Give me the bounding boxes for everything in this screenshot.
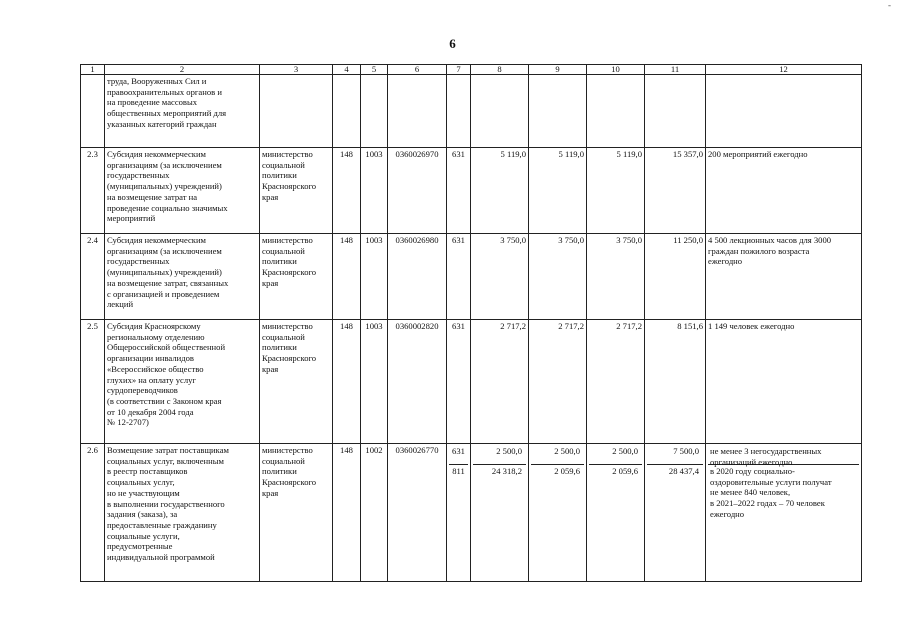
- header-cell: 4: [333, 65, 361, 75]
- header-cell: 6: [388, 65, 447, 75]
- corner-mark: -: [888, 0, 891, 10]
- item-number: [81, 75, 105, 148]
- amount-year1: 3 750,0: [471, 234, 529, 320]
- amount-year1: [471, 75, 529, 148]
- expected-result: [706, 75, 862, 148]
- section-code: [361, 75, 388, 148]
- expense-type: 631: [447, 320, 471, 444]
- expense-type: [447, 75, 471, 148]
- item-ministry: министерство социальной политики Красноярского края: [260, 234, 333, 320]
- section-code: 1003: [361, 148, 388, 234]
- header-cell: 7: [447, 65, 471, 75]
- header-cell: 9: [529, 65, 587, 75]
- target-code: 0360026770: [388, 444, 447, 582]
- amount-year3: 2 500,0: [589, 445, 642, 465]
- header-row: [81, 65, 862, 75]
- section-code: 1002: [361, 444, 388, 582]
- target-code: [388, 75, 447, 148]
- grbs-code: [333, 75, 361, 148]
- item-name: Субсидия некоммерческим организациям (за исключением государственных (муниципальных) учреждений) на возмещение затрат, связанных с организацией и проведением лекций: [105, 234, 260, 320]
- amount-year2: 5 119,0: [529, 148, 587, 234]
- header-cell: 8: [471, 65, 529, 75]
- amount-year3-cell: [587, 444, 645, 582]
- expected-result: 1 149 человек ежегодно: [706, 320, 862, 444]
- amount-total: [645, 75, 706, 148]
- amount-year1: 24 318,2: [491, 466, 522, 476]
- expected-result: 4 500 лекционных часов для 3000 граждан пожилого возраста ежегодно: [706, 234, 862, 320]
- item-ministry: [260, 75, 333, 148]
- item-name: труда, Вооруженных Сил и правоохранительных органов и на проведение массовых общественных мероприятий для указанных категорий граждан: [105, 75, 260, 148]
- header-cell: 1: [81, 65, 105, 75]
- table-row: [81, 234, 862, 320]
- item-ministry: министерство социальной политики Красноярского края: [260, 148, 333, 234]
- grbs-code: 148: [333, 320, 361, 444]
- target-code: 0360026980: [388, 234, 447, 320]
- header-cell: 3: [260, 65, 333, 75]
- table-row: [81, 75, 862, 148]
- target-code: 0360002820: [388, 320, 447, 444]
- amount-total: 11 250,0: [645, 234, 706, 320]
- item-number: 2.5: [81, 320, 105, 444]
- grbs-code: 148: [333, 444, 361, 582]
- item-ministry: министерство социальной политики Красноярского края: [260, 444, 333, 582]
- table-row: [81, 148, 862, 234]
- amount-total: 28 437,4: [668, 466, 699, 476]
- amount-total: 7 500,0: [647, 445, 703, 465]
- amount-year2-cell: [529, 444, 587, 582]
- expense-type: 631: [447, 234, 471, 320]
- amount-year2: 2 059,6: [554, 466, 580, 476]
- section-code: 1003: [361, 320, 388, 444]
- amount-year3: 5 119,0: [587, 148, 645, 234]
- table-row: [81, 444, 862, 582]
- expense-type: 811: [452, 466, 465, 476]
- grbs-code: 148: [333, 148, 361, 234]
- item-name: Субсидия некоммерческим организациям (за исключением государственных (муниципальных) учреждений) на возмещение затрат на проведение социально значимых мероприятий: [105, 148, 260, 234]
- expected-result: не менее 3 негосударственных организаций ежегодно: [708, 445, 859, 465]
- amount-total-cell: [645, 444, 706, 582]
- expected-result-cell: [706, 444, 862, 582]
- header-cell: 10: [587, 65, 645, 75]
- amount-year1: 5 119,0: [471, 148, 529, 234]
- table-row: [81, 320, 862, 444]
- amount-year3: 2 717,2: [587, 320, 645, 444]
- target-code: 0360026970: [388, 148, 447, 234]
- amount-year3: 3 750,0: [587, 234, 645, 320]
- expense-type: 631: [449, 445, 468, 465]
- amount-year1-cell: [471, 444, 529, 582]
- expense-type: 631: [447, 148, 471, 234]
- expected-result: в 2020 году социально- оздоровительные услуги получат не менее 840 человек, в 2021–2022 годах – 70 человек ежегодно: [710, 466, 832, 519]
- item-number: 2.3: [81, 148, 105, 234]
- grbs-code: 148: [333, 234, 361, 320]
- page-number: 6: [449, 36, 456, 51]
- amount-year1: 2 717,2: [471, 320, 529, 444]
- amount-year1: 2 500,0: [473, 445, 526, 465]
- amount-year2: 2 500,0: [531, 445, 584, 465]
- amount-year2: 2 717,2: [529, 320, 587, 444]
- amount-total: 8 151,6: [645, 320, 706, 444]
- amount-year2: [529, 75, 587, 148]
- amount-total: 15 357,0: [645, 148, 706, 234]
- item-number: 2.6: [81, 444, 105, 582]
- header-cell: 12: [706, 65, 862, 75]
- amount-year2: 3 750,0: [529, 234, 587, 320]
- expense-type-cell: [447, 444, 471, 582]
- item-name: Субсидия Красноярскому региональному отделению Общероссийской общественной организации инвалидов «Всероссийское общество глухих» на оплату услуг сурдопереводчиков (в соответствии с Законом края от 10 декабря 2004 года № 12-2707): [105, 320, 260, 444]
- section-code: 1003: [361, 234, 388, 320]
- item-ministry: министерство социальной политики Красноярского края: [260, 320, 333, 444]
- header-cell: 2: [105, 65, 260, 75]
- header-cell: 11: [645, 65, 706, 75]
- expected-result: 200 мероприятий ежегодно: [706, 148, 862, 234]
- amount-year3: [587, 75, 645, 148]
- item-name: Возмещение затрат поставщикам социальных услуг, включенным в реестр поставщиков социальных услуг, но не участвующим в выполнении государственного задания (заказа), за предоставленные гражданину социальные услуги, предусмотренные индивидуальной программой: [105, 444, 260, 582]
- program-table: [80, 64, 862, 582]
- header-cell: 5: [361, 65, 388, 75]
- item-number: 2.4: [81, 234, 105, 320]
- amount-year3: 2 059,6: [612, 466, 638, 476]
